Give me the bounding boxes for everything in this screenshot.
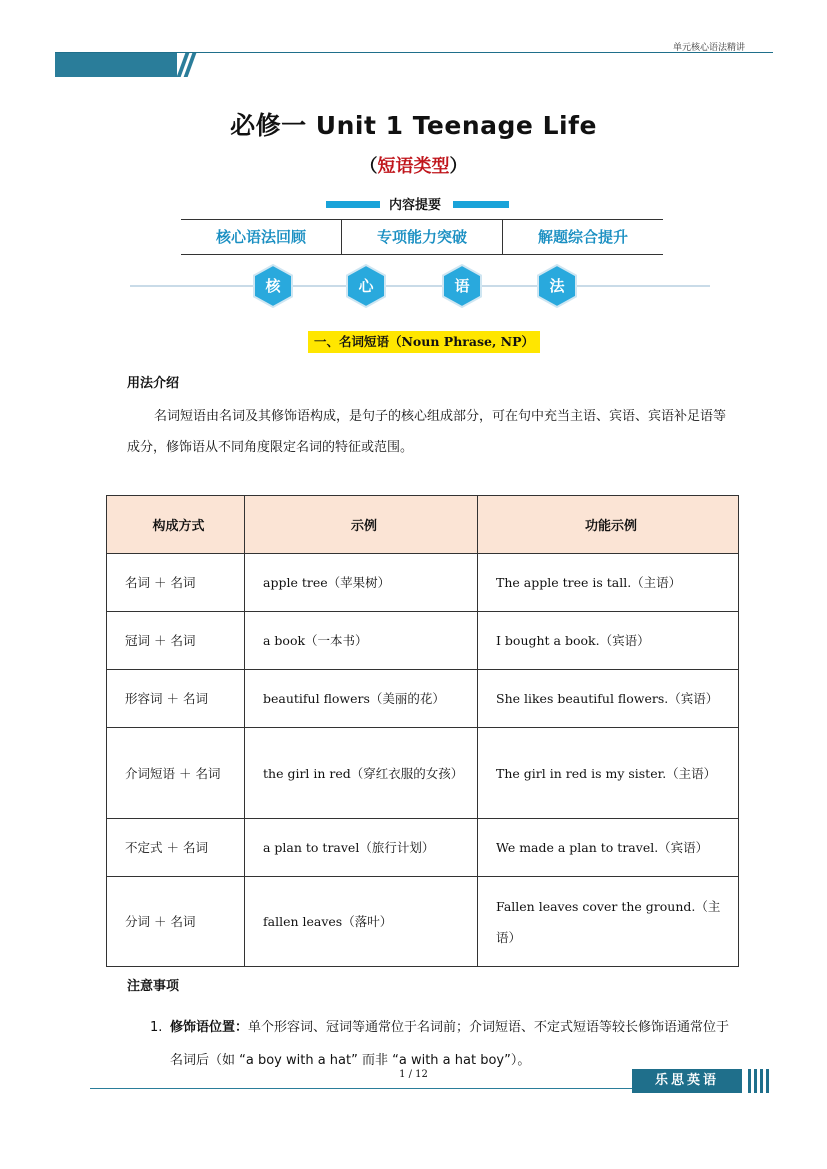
table-cell: I bought a book.（宾语） [478,612,739,670]
footer-stripe [754,1069,757,1093]
table-header: 功能示例 [478,496,739,554]
page-number: 1 / 12 [399,1069,428,1080]
brand-logo: 乐思英语 [632,1069,742,1093]
footer-stripe [748,1069,751,1093]
usage-label: 用法介绍 [127,376,180,391]
table-cell: beautiful flowers（美丽的花） [245,670,478,728]
note-bold-term: 修饰语位置： [170,1020,249,1035]
table-header: 构成方式 [107,496,245,554]
table-cell: a book（一本书） [245,612,478,670]
footer-stripe [766,1069,769,1093]
summary-label: 内容提要 [388,198,441,213]
summary-table [181,219,663,255]
table-row [107,728,739,819]
hex-char: 心 [358,277,374,295]
table-cell: The girl in red is my sister.（主语） [478,728,739,819]
table-row [107,877,739,967]
notes-label: 注意事项 [127,979,180,994]
page-subtitle: （短语类型） [359,156,468,177]
header-band [55,53,177,77]
summary-item: 专项能力突破 [341,220,502,254]
table-cell: the girl in red（穿红衣服的女孩） [245,728,478,819]
usage-paragraph: 名词短语由名词及其修饰语构成，是句子的核心组成部分，可在句中充当主语、宾语、宾语补足语等成分，修饰语从不同角度限定名词的特征或范围。 [127,409,727,455]
table-row [107,612,739,670]
summary-bar-right [453,201,509,208]
hex-row-rule [130,285,710,287]
page-title: 必修一 Unit 1 Teenage Life [230,111,597,140]
table-cell: The apple tree is tall.（主语） [478,554,739,612]
header-note: 单元核心语法精讲 [672,43,745,53]
summary-bar-left [326,201,380,208]
table-row [107,670,739,728]
table-cell: 不定式 ＋ 名词 [107,819,245,877]
noun-phrase-table [106,495,739,967]
table-row [107,819,739,877]
note-text: 单个形容词、冠词等通常位于名词前；介词短语、不定式短语等较长修饰语通常位于名词后（如 “a boy with a hat” 而非 “a with a hat boy”）。 [170,1020,730,1068]
table-cell: We made a plan to travel.（宾语） [478,819,739,877]
table-header: 示例 [245,496,478,554]
summary-item: 解题综合提升 [502,220,663,254]
summary-item: 核心语法回顾 [215,228,306,246]
section-heading: 一、名词短语（Noun Phrase, NP） [308,331,540,353]
hex-char: 核 [265,277,281,295]
table-cell: fallen leaves（落叶） [245,877,478,967]
hex-char: 法 [549,277,565,295]
note-number: 1. [150,1020,163,1035]
table-cell: 分词 ＋ 名词 [107,877,245,967]
footer-stripe [760,1069,763,1093]
table-cell: 冠词 ＋ 名词 [107,612,245,670]
table-cell: She likes beautiful flowers.（宾语） [478,670,739,728]
table-cell: Fallen leaves cover the ground.（主语） [478,877,739,967]
table-cell: apple tree（苹果树） [245,554,478,612]
table-header-row [107,496,739,554]
footer-rule [90,1088,640,1089]
note-item [150,1011,730,1077]
table-cell: 名词 ＋ 名词 [107,554,245,612]
subtitle-topic: 短语类型 [377,156,450,177]
table-cell: 形容词 ＋ 名词 [107,670,245,728]
hex-char: 语 [454,277,470,295]
table-row [107,554,739,612]
table-cell: a plan to travel（旅行计划） [245,819,478,877]
table-cell: 介词短语 ＋ 名词 [107,728,245,819]
